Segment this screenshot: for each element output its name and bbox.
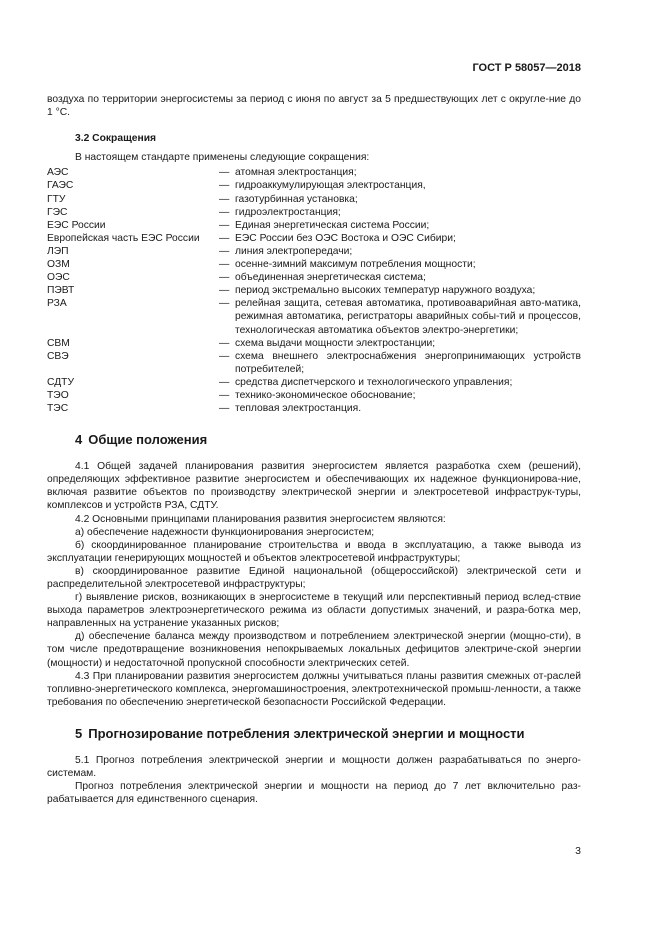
abbreviation-definition: схема внешнего электроснабжения энергопринимающих устройств потребителей;: [235, 350, 581, 375]
abbreviation-term: РЗА: [47, 298, 67, 310]
abbreviation-definition: период экстремально высоких температур наружного воздуха;: [235, 285, 536, 297]
abbreviation-dash: —: [219, 167, 230, 179]
abbreviation-definition: Единая энергетическая система России;: [235, 219, 430, 231]
abbreviation-definition: технико-экономическое обоснование;: [235, 389, 416, 401]
abbreviation-term: ЕЭС России: [47, 219, 106, 231]
abbreviation-term: ГАЭС: [47, 180, 74, 192]
abbreviation-term: Европейская часть ЕЭС России: [47, 232, 200, 244]
abbreviation-row: [47, 193, 581, 206]
abbreviation-definition: средства диспетчерского и технологического управления;: [235, 376, 513, 388]
section-number: 5: [75, 725, 83, 741]
abbreviation-dash: —: [219, 206, 230, 218]
abbreviation-term: ОЭС: [47, 272, 70, 284]
paragraph-4-3: 4.3 При планировании развития энергосистем должны учитываться планы развития смежных от-раслей топливно-энергетического комплекса, энергомашиностроения, электротехнической промыш-ленности, а также требования по обеспечению энергетической безопасности Российской Федерации.: [47, 670, 581, 708]
abbreviation-definition: релейная защита, сетевая автоматика, противоаварийная авто-матика, режимная автоматика, регистраторы аварийных собы-тий и процессов, технологическая автоматика объектов электро-энергетики;: [235, 298, 581, 336]
document-code: ГОСТ Р 58057—2018: [472, 62, 581, 74]
abbreviation-definition: газотурбинная установка;: [235, 193, 358, 205]
abbreviation-row: [47, 389, 581, 402]
abbreviation-row: [47, 166, 581, 179]
section-4-heading: [75, 432, 581, 448]
section-5-heading: [75, 726, 581, 742]
abbreviation-dash: —: [219, 389, 230, 401]
abbreviation-term: ТЭС: [47, 403, 69, 415]
abbreviation-definition: осенне-зимний максимум потребления мощности;: [235, 259, 476, 271]
abbreviation-row: [47, 376, 581, 389]
abbreviation-definition: гидроэлектростанция;: [235, 206, 341, 218]
abbreviations-heading: 3.2 Сокращения: [75, 133, 157, 145]
abbreviation-row: [47, 179, 581, 192]
list-item-v: в) скоординированное развитие Единой национальной (общероссийской) электрической сети и распределительной электросетевой инфраструктуры;: [47, 565, 581, 590]
abbreviation-dash: —: [219, 245, 230, 257]
continuation-paragraph: воздуха по территории энергосистемы за период с июня по август за 5 предшествующих лет с округле-ние до 1 °С.: [47, 94, 581, 119]
abbreviation-definition: тепловая электростанция.: [235, 403, 362, 415]
abbreviation-term: СДТУ: [47, 376, 75, 388]
abbreviation-row: [47, 402, 581, 415]
list-item-g: г) выявление рисков, возникающих в энергосистеме в текущий или перспективный период вслед-ствие выхода параметров электроэнергетического режима из области допустимых значений, и разра-ботка мер, направленных на устранение указанных рисков;: [47, 592, 581, 630]
abbreviation-term: ТЭО: [47, 389, 69, 401]
abbreviation-dash: —: [219, 259, 230, 271]
abbreviation-definition: объединенная энергетическая система;: [235, 272, 426, 284]
abbreviation-dash: —: [219, 272, 230, 284]
abbreviation-dash: —: [219, 337, 230, 349]
abbreviation-definition: ЕЭС России без ОЭС Востока и ОЭС Сибири;: [235, 232, 456, 244]
abbreviation-term: ОЗМ: [47, 259, 70, 271]
abbreviation-definition: атомная электростанция;: [235, 167, 357, 179]
abbreviation-row: [47, 271, 581, 284]
paragraph-5-2: Прогноз потребления электрической энергии и мощности на период до 7 лет включительно раз-рабатывается для единственного сценария.: [47, 781, 581, 806]
abbreviation-definition: схема выдачи мощности электростанции;: [235, 337, 436, 349]
abbreviation-dash: —: [219, 285, 230, 297]
abbreviation-term: СВМ: [47, 337, 70, 349]
abbreviation-row: [47, 232, 581, 245]
abbreviation-dash: —: [219, 376, 230, 388]
paragraph-4-1: 4.1 Общей задачей планирования развития энергосистем является разработка схем (решений), определяющих эффективное развитие энергосистем и обеспечивающих их надежное функционирова-ние, включая развитие объектов по производству электрической энергии и электросетевой инфраструк-туры, комплексов и устройств РЗА, СДТУ.: [47, 461, 581, 512]
abbreviation-definition: линия электропередачи;: [235, 245, 353, 257]
abbreviation-definition: гидроаккумулирующая электростанция,: [235, 180, 426, 192]
abbreviation-dash: —: [219, 232, 230, 244]
paragraph-4-2: 4.2 Основными принципами планирования развития энергосистем являются:: [75, 513, 446, 525]
page-number: 3: [575, 845, 581, 857]
abbreviation-dash: —: [219, 403, 230, 415]
list-item-d: д) обеспечение баланса между производством и потреблением электрической энергии (мощно-сти), в том числе предотвращение возникновения непокрываемых локальных дефицитов электриче-ской энергии (мощности) и недостаточной пропускной способности электрических сетей.: [47, 631, 581, 669]
abbreviations-intro: В настоящем стандарте применены следующие сокращения:: [75, 152, 370, 164]
abbreviation-row: [47, 337, 581, 350]
page-content: [47, 93, 581, 806]
abbreviation-row: [47, 350, 581, 376]
abbreviation-term: ПЭВТ: [47, 285, 75, 297]
abbreviation-term: ГТУ: [47, 193, 66, 205]
list-item-b: б) скоординированное планирование строительства и ввода в эксплуатацию, а также вывода из эксплуатации генерирующих мощностей и объектов электросетевой инфраструктуры;: [47, 539, 581, 564]
abbreviation-dash: —: [219, 180, 230, 192]
paragraph-5-1: 5.1 Прогноз потребления электрической энергии и мощности должен разрабатываться по энерго-системам.: [47, 754, 581, 780]
section-title: Прогнозирование потребления электрической энергии и мощности: [88, 725, 525, 741]
abbreviation-row: [47, 258, 581, 271]
abbreviation-row: [47, 284, 581, 297]
section-number: 4: [75, 432, 83, 448]
abbreviations-list: [47, 166, 581, 415]
abbreviation-row: [47, 245, 581, 258]
abbreviation-term: АЭС: [47, 167, 69, 179]
abbreviation-term: ЛЭП: [47, 245, 69, 257]
section-title: Общие положения: [88, 432, 208, 448]
list-item-a: а) обеспечение надежности функционирования энергосистем;: [75, 526, 375, 538]
abbreviation-term: ГЭС: [47, 206, 68, 218]
abbreviation-dash: —: [219, 193, 230, 205]
abbreviation-dash: —: [219, 298, 230, 310]
abbreviation-row: [47, 206, 581, 219]
abbreviation-row: [47, 297, 581, 336]
abbreviation-row: [47, 219, 581, 232]
abbreviation-dash: —: [219, 350, 230, 362]
abbreviation-dash: —: [219, 219, 230, 231]
abbreviation-term: СВЭ: [47, 350, 69, 362]
